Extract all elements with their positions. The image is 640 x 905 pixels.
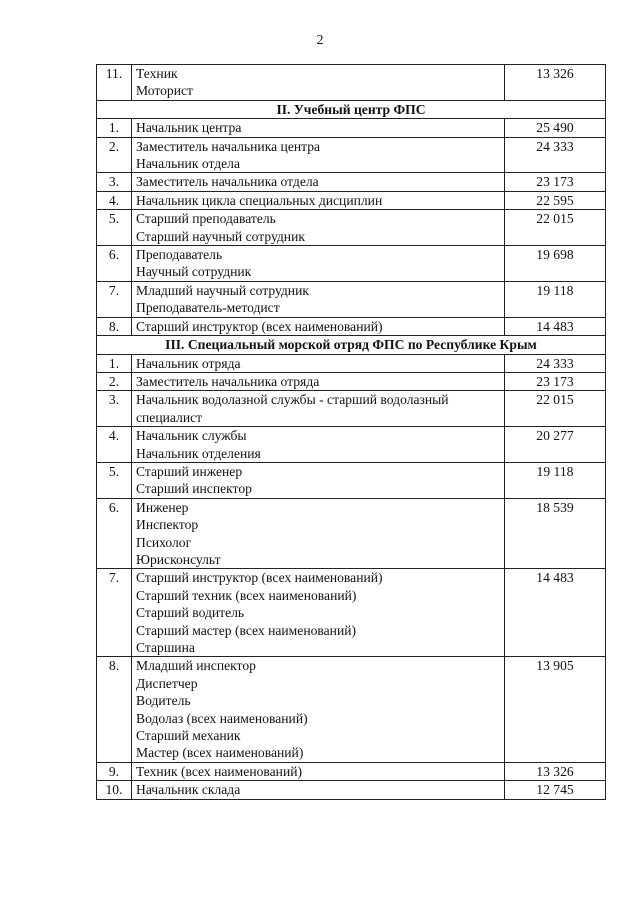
position-names [132, 191, 505, 209]
table-row [97, 657, 606, 762]
position-name: Старший инженер [136, 463, 243, 479]
table-row [97, 210, 606, 246]
table-row [97, 391, 606, 427]
position-name: Старший инспектор [136, 481, 252, 497]
position-name: Водитель [136, 693, 191, 709]
position-name: Преподаватель [136, 247, 223, 263]
position-names [132, 317, 505, 335]
position-name: Начальник отдела [136, 156, 240, 172]
position-names [132, 119, 505, 137]
position-names [132, 173, 505, 191]
position-name: Начальник склада [136, 782, 241, 798]
row-number: 8. [97, 657, 132, 762]
row-number: 6. [97, 246, 132, 282]
position-names [132, 762, 505, 780]
section-title: II. Учебный центр ФПС [97, 100, 606, 118]
salary-value: 19 698 [505, 246, 606, 282]
position-name: Начальник центра [136, 120, 242, 136]
table-row [97, 191, 606, 209]
table-row [97, 427, 606, 463]
salary-value: 20 277 [505, 427, 606, 463]
salary-value: 22 015 [505, 391, 606, 427]
position-name: Старший научный сотрудник [136, 228, 305, 244]
salary-value: 24 333 [505, 137, 606, 173]
row-number: 1. [97, 119, 132, 137]
table-row [97, 372, 606, 390]
position-name: Психолог [136, 534, 192, 550]
section-title: III. Специальный морской отряд ФПС по Республике Крым [97, 336, 606, 354]
position-name: Начальник водолазной службы - старший водолазный [136, 392, 449, 408]
salary-value: 13 905 [505, 657, 606, 762]
table-row [97, 173, 606, 191]
salary-value: 25 490 [505, 119, 606, 137]
position-name: Техник (всех наименований) [136, 763, 303, 779]
salary-value: 22 015 [505, 210, 606, 246]
position-names [132, 391, 505, 427]
position-name: Преподаватель-методист [136, 300, 280, 316]
salary-value: 23 173 [505, 372, 606, 390]
row-number: 4. [97, 427, 132, 463]
table-row [97, 137, 606, 173]
position-name: Начальник отделения [136, 445, 261, 461]
position-name: Заместитель начальника центра [136, 138, 321, 154]
position-name: Водолаз (всех наименований) [136, 710, 308, 726]
position-names [132, 781, 505, 799]
position-name: Старший мастер (всех наименований) [136, 622, 357, 638]
position-name: Младший инспектор [136, 658, 256, 674]
position-names [132, 281, 505, 317]
salary-value: 13 326 [505, 762, 606, 780]
position-name: Диспетчер [136, 675, 198, 691]
position-name: Техник [136, 66, 178, 81]
position-name: Старший техник (всех наименований) [136, 587, 357, 603]
section-header-row [97, 336, 606, 354]
position-names [132, 498, 505, 569]
position-name: Начальник цикла специальных дисциплин [136, 192, 383, 208]
table-row [97, 119, 606, 137]
position-names [132, 427, 505, 463]
salary-value: 13 326 [505, 65, 606, 101]
position-name: Мастер (всех наименований) [136, 745, 304, 761]
row-number: 10. [97, 781, 132, 799]
table-row [97, 762, 606, 780]
salary-value: 19 118 [505, 462, 606, 498]
salary-value: 24 333 [505, 354, 606, 372]
table-row [97, 462, 606, 498]
salary-value: 19 118 [505, 281, 606, 317]
table-row [97, 317, 606, 335]
position-names [132, 657, 505, 762]
position-name: Начальник отряда [136, 355, 241, 371]
position-name: Старший инструктор (всех наименований) [136, 570, 383, 586]
row-number: 1. [97, 354, 132, 372]
table-row [97, 498, 606, 569]
position-name: Инспектор [136, 517, 199, 533]
position-name: Старший преподаватель [136, 211, 276, 227]
row-number: 2. [97, 372, 132, 390]
table-row [97, 569, 606, 657]
row-number: 3. [97, 173, 132, 191]
row-number: 5. [97, 462, 132, 498]
row-number: 6. [97, 498, 132, 569]
salary-value: 22 595 [505, 191, 606, 209]
position-name: Инженер [136, 499, 189, 515]
position-names [132, 462, 505, 498]
position-name: Моторист [136, 83, 193, 99]
row-number: 8. [97, 317, 132, 335]
salary-table-body [97, 65, 606, 800]
section-header-row [97, 100, 606, 118]
row-number: 7. [97, 569, 132, 657]
position-names [132, 569, 505, 657]
salary-value: 14 483 [505, 569, 606, 657]
salary-value: 14 483 [505, 317, 606, 335]
row-number: 5. [97, 210, 132, 246]
table-row [97, 281, 606, 317]
row-number: 11. [97, 65, 132, 101]
salary-table [96, 64, 606, 800]
position-names [132, 372, 505, 390]
position-names [132, 65, 505, 101]
position-name: Старший водитель [136, 605, 245, 621]
table-row [97, 246, 606, 282]
position-name: Заместитель начальника отряда [136, 373, 320, 389]
position-name: Младший научный сотрудник [136, 282, 309, 298]
row-number: 2. [97, 137, 132, 173]
position-name: Старший инструктор (всех наименований) [136, 318, 383, 334]
row-number: 9. [97, 762, 132, 780]
row-number: 7. [97, 281, 132, 317]
position-names [132, 137, 505, 173]
table-row [97, 781, 606, 799]
salary-value: 23 173 [505, 173, 606, 191]
row-number: 4. [97, 191, 132, 209]
position-name: специалист [136, 409, 203, 425]
position-names [132, 246, 505, 282]
salary-value: 12 745 [505, 781, 606, 799]
row-number: 3. [97, 391, 132, 427]
position-name: Научный сотрудник [136, 264, 252, 280]
table-row [97, 354, 606, 372]
position-name: Старшина [136, 640, 195, 655]
position-name: Юрисконсульт [136, 551, 221, 567]
position-name: Старший механик [136, 728, 241, 744]
position-name: Заместитель начальника отдела [136, 174, 319, 190]
position-name: Начальник службы [136, 428, 247, 444]
table-row [97, 65, 606, 101]
position-names [132, 354, 505, 372]
salary-value: 18 539 [505, 498, 606, 569]
page-number: 2 [316, 33, 324, 48]
position-names [132, 210, 505, 246]
